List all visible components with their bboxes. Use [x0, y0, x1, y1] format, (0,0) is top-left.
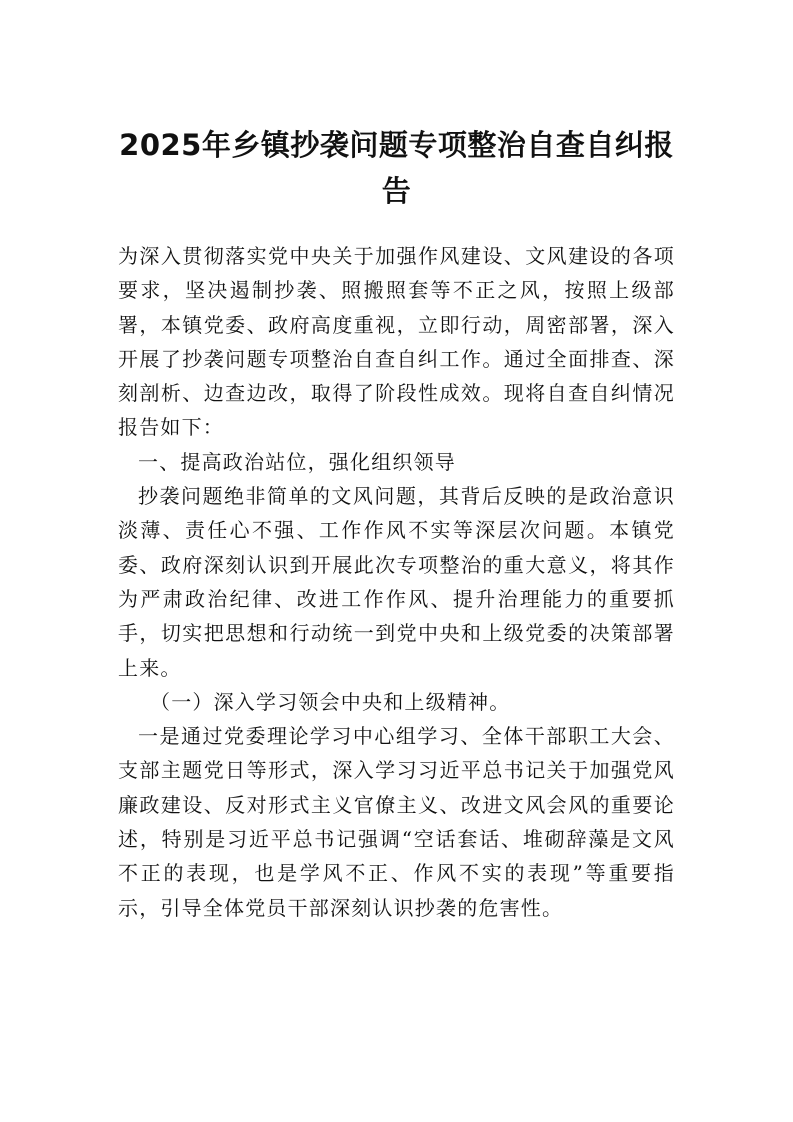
subsection-1-paragraph: 一是通过党委理论学习中心组学习、全体干部职工大会、支部主题党日等形式，深入学习习近平总书记关于加强党风廉政建设、反对形式主义官僚主义、改进文风会风的重要论述，特别是习近平总书记强调“空话套话、堆砌辞藻是文风不正的表现，也是学风不正、作风不实的表现”等重要指示，引导全体党员干部深刻认识抄袭的危害性。 [118, 724, 675, 920]
subsection-heading-1: （一）深入学习领会中央和上级精神。 [150, 689, 511, 714]
document-body [118, 239, 675, 925]
section-1-paragraph: 抄袭问题绝非简单的文风问题，其背后反映的是政治意识淡薄、责任心不强、工作作风不实等深层次问题。本镇党委、政府深刻认识到开展此次专项整治的重大意义，将其作为严肃政治纪律、改进工作作风、提升治理能力的重要抓手，切实把思想和行动统一到党中央和上级党委的决策部署上来。 [118, 484, 675, 680]
title-line-1: 2025年乡镇抄袭问题专项整治自查自纠报 [119, 128, 674, 162]
document-title [118, 0, 675, 214]
section-heading-1: 一、提高政治站位，强化组织领导 [138, 449, 456, 474]
title-line-2: 告 [381, 174, 412, 208]
intro-paragraph: 为深入贯彻落实党中央关于加强作风建设、文风建设的各项要求，坚决遏制抄袭、照搬照套等不正之风，按照上级部署，本镇党委、政府高度重视，立即行动，周密部署，深入开展了抄袭问题专项整治自查自纠工作。通过全面排查、深刻剖析、边查边改，取得了阶段性成效。现将自查自纠情况报告如下： [118, 244, 675, 440]
